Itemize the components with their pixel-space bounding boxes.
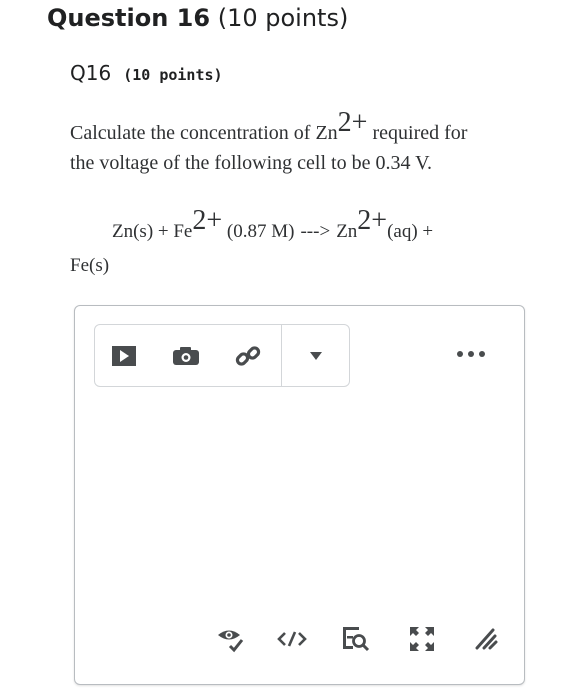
zn-charge: 2+ xyxy=(337,107,368,138)
question-points: (10 points) xyxy=(217,4,349,32)
zn-product-charge: 2+ xyxy=(357,205,388,236)
question-prompt xyxy=(70,107,468,178)
camera-icon xyxy=(172,345,200,367)
more-options-icon xyxy=(456,350,486,358)
insert-image-button[interactable] xyxy=(171,341,201,371)
question-code: Q16 xyxy=(70,61,112,85)
fullscreen-icon xyxy=(408,625,436,653)
question-label-points: (10 points) xyxy=(123,66,223,84)
insert-link-button[interactable] xyxy=(233,341,263,371)
preview-button[interactable] xyxy=(339,622,373,656)
more-actions-dropdown[interactable] xyxy=(301,341,331,371)
question-label xyxy=(70,61,223,85)
editor-toolbar xyxy=(94,324,350,387)
resize-handle-icon xyxy=(473,626,499,652)
reaction-arrow: ---> xyxy=(300,221,331,242)
dropdown-caret-icon xyxy=(309,351,323,361)
prompt-line-2: the voltage of the following cell to be 0.34 V. xyxy=(70,152,432,174)
link-icon xyxy=(234,342,262,370)
insert-media-button[interactable] xyxy=(109,341,139,371)
accessibility-checker-button[interactable] xyxy=(213,622,247,656)
answer-editor[interactable] xyxy=(74,305,525,685)
question-heading xyxy=(47,4,348,32)
toolbar-divider xyxy=(281,325,282,386)
cell-equation-line-2: Fe(s) xyxy=(70,255,110,276)
accessibility-checker-icon xyxy=(216,625,244,653)
more-options-button[interactable] xyxy=(451,342,491,366)
insert-media-icon xyxy=(111,345,137,367)
editor-status-bar xyxy=(75,622,524,662)
prompt-line-1: Calculate the concentration of Zn2+ required for xyxy=(70,107,468,144)
fullscreen-button[interactable] xyxy=(405,622,439,656)
preview-icon xyxy=(341,625,371,653)
source-code-button[interactable] xyxy=(275,622,309,656)
resize-handle[interactable] xyxy=(469,622,503,656)
question-number: Question 16 xyxy=(47,4,211,32)
cell-equation: Zn(s) + Fe2+ (0.87 M) ---> Zn2+(aq) + xyxy=(112,205,434,242)
source-code-icon xyxy=(277,630,307,648)
fe-charge: 2+ xyxy=(192,205,223,236)
